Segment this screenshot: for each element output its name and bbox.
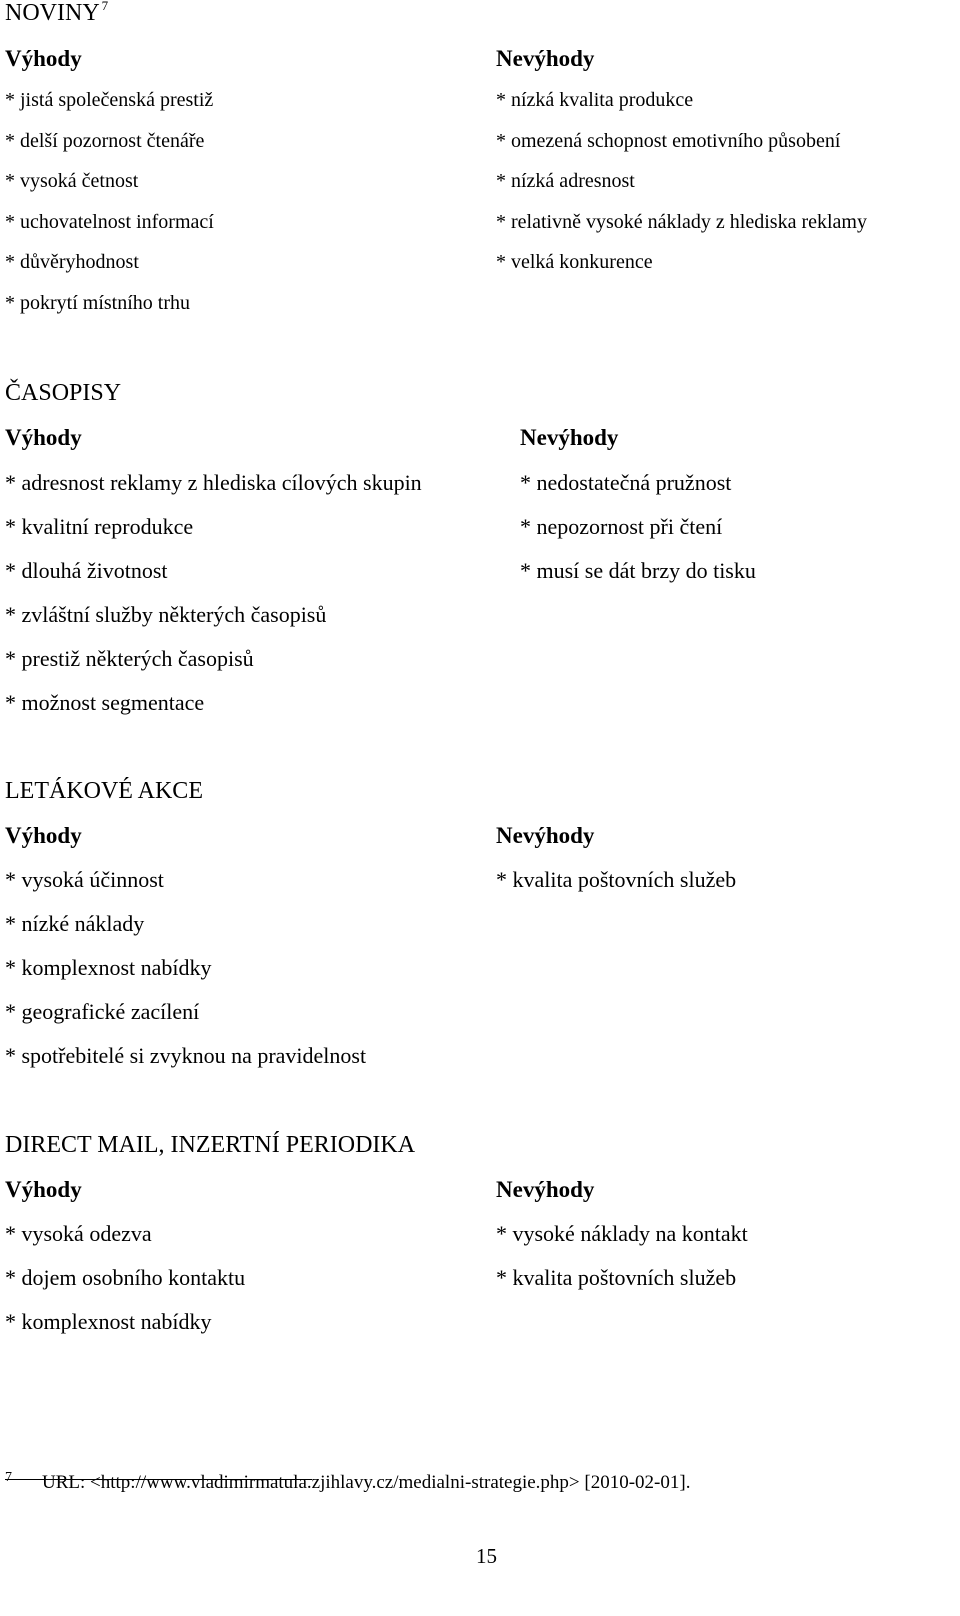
cons-item: * velká konkurence [496,251,653,273]
cons-heading: Nevýhody [520,425,619,450]
page-number: 15 [476,1544,497,1568]
pros-item: * zvláštní služby některých časopisů [5,602,327,627]
section-title-letakove-akce: LETÁKOVÉ AKCE [5,778,203,804]
pros-item: * prestiž některých časopisů [5,646,254,671]
pros-item: * jistá společenská prestiž [5,89,214,111]
cons-item: * nepozornost při čtení [520,514,723,539]
cons-item: * kvalita poštovních služeb [496,867,737,892]
pros-item: * nízké náklady [5,911,145,936]
pros-item: * vysoká četnost [5,170,139,192]
pros-heading: Výhody [5,1177,82,1202]
section-title-direct-mail: DIRECT MAIL, INZERTNÍ PERIODIKA [5,1132,416,1158]
footnote-url[interactable]: URL: <http://www.vladimirmatula.zjihlavy.cz/medialni-strategie.php> [2010-02-01]. [42,1472,691,1493]
pros-heading: Výhody [5,425,82,450]
pros-item: * pokrytí místního trhu [5,292,190,314]
pros-heading: Výhody [5,823,82,848]
cons-item: * vysoké náklady na kontakt [496,1221,748,1246]
cons-item: * nedostatečná pružnost [520,470,732,495]
footnote-reference[interactable]: 7 [101,0,109,13]
pros-item: * spotřebitelé si zvyknou na pravidelnost [5,1043,367,1068]
pros-item: * důvěryhodnost [5,251,139,273]
pros-item: * vysoká účinnost [5,867,164,892]
pros-item: * kvalitní reprodukce [5,514,194,539]
pros-item: * vysoká odezva [5,1221,152,1246]
cons-heading: Nevýhody [496,46,595,71]
pros-item: * adresnost reklamy z hlediska cílových skupin [5,470,422,495]
pros-item: * dojem osobního kontaktu [5,1265,246,1290]
cons-item: * kvalita poštovních služeb [496,1265,737,1290]
cons-item: * relativně vysoké náklady z hlediska reklamy [496,211,867,233]
cons-item: * omezená schopnost emotivního působení [496,130,841,152]
pros-item: * komplexnost nabídky [5,1309,212,1334]
pros-item: * komplexnost nabídky [5,955,212,980]
pros-item: * delší pozornost čtenáře [5,130,205,152]
cons-item: * nízká adresnost [496,170,635,192]
pros-item: * možnost segmentace [5,690,205,715]
section-title-noviny: NOVINY $^7$ [5,0,109,26]
pros-item: * geografické zacílení [5,999,200,1024]
footnote-mark: 7 [5,1470,12,1485]
pros-heading: Výhody [5,46,82,71]
section-title-casopisy: ČASOPISY [5,380,122,406]
pros-item: * uchovatelnost informací [5,211,214,233]
cons-item: * nízká kvalita produkce [496,89,694,111]
cons-item: * musí se dát brzy do tisku [520,558,756,583]
pros-item: * dlouhá životnost [5,558,168,583]
cons-heading: Nevýhody [496,823,595,848]
cons-heading: Nevýhody [496,1177,595,1202]
